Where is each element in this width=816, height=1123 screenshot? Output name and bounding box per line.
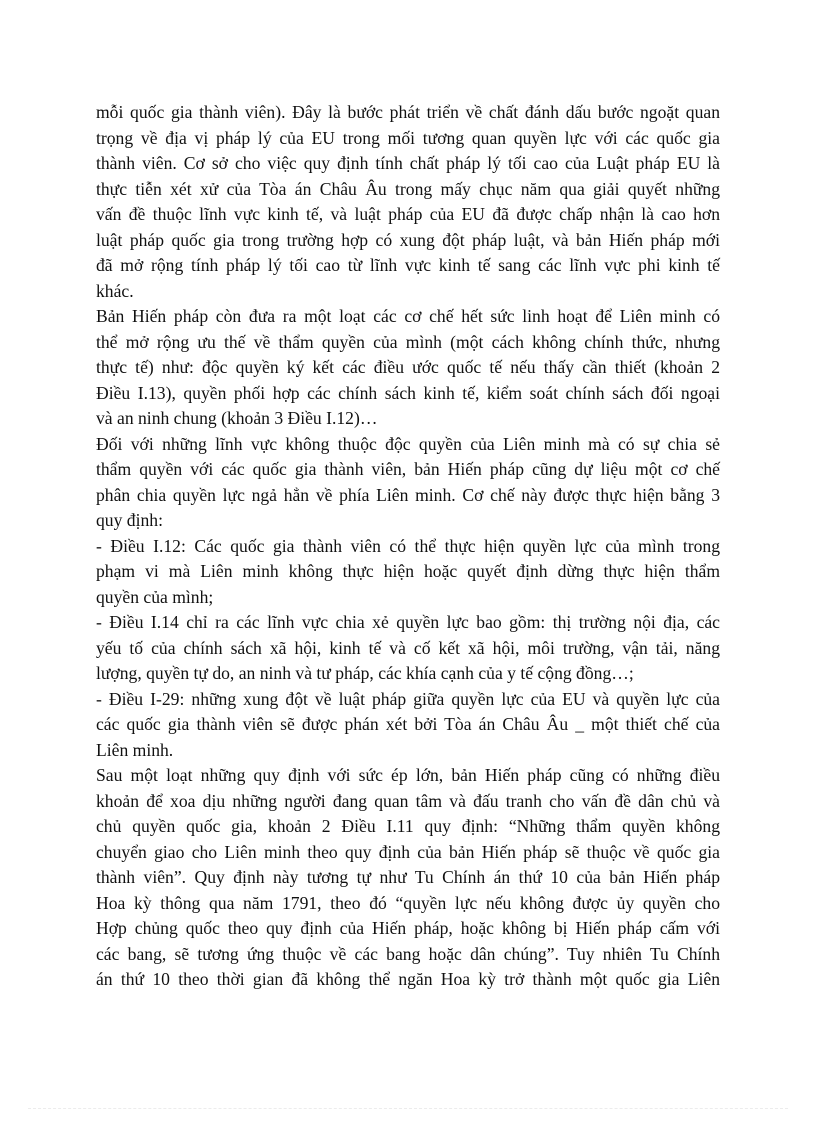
text-line: luật pháp quốc gia trong trường hợp có xung đột pháp luật, và bản Hiến pháp mới — [96, 229, 720, 250]
text-line: vấn đề thuộc lĩnh vực kinh tế, và luật pháp của EU đã được chấp nhận là cao hơn — [96, 204, 720, 224]
text-line: các quốc gia thành viên sẽ được phán xét bởi Tòa án Châu Âu _ một thiết chế của — [96, 714, 720, 734]
text-line: thành viên”. Quy định này tương tự như Tu Chính án thứ 10 của bản Hiến pháp — [96, 867, 720, 887]
paragraph-article-i12 — [96, 534, 720, 611]
text-line: lượng, quyền tự do, an ninh và tư pháp, các khía cạnh của y tế cộng đồng…; — [96, 663, 634, 683]
text-line: các bang, sẽ tương ứng thuộc về các bang hoặc dân chúng”. Tuy nhiên Tu Chính — [96, 943, 720, 964]
paragraph-supremacy — [96, 100, 720, 304]
text-line: mỗi quốc gia thành viên). Đây là bước phát triển về chất đánh dấu bước ngoặt quan — [96, 102, 720, 122]
paragraph-shared-competence — [96, 432, 720, 534]
text-line: Hoa kỳ thông qua năm 1791, theo đó “quyền lực nếu không được ủy quyền cho — [96, 892, 720, 913]
text-line: Hợp chủng quốc theo quy định của Hiến pháp, hoặc không bị Hiến pháp cấm với — [96, 918, 720, 938]
text-line: - Điều I.12: Các quốc gia thành viên có thể thực hiện quyền lực của mình trong — [96, 535, 720, 556]
document-body — [96, 100, 720, 993]
text-line: quy định: — [96, 510, 163, 530]
paragraph-sovereignty — [96, 763, 720, 993]
text-line: quyền của mình; — [96, 586, 214, 607]
text-line: Sau một loạt những quy định với sức ép lớn, bản Hiến pháp cũng có những điều — [96, 765, 720, 785]
paragraph-article-i14 — [96, 610, 720, 687]
text-line: yếu tố của chính sách xã hội, kinh tế và cố kết xã hội, môi trường, vận tải, năng — [96, 637, 720, 658]
text-line: Điều I.13), quyền phối hợp các chính sách kinh tế, kiểm soát chính sách đối ngoại — [96, 382, 720, 403]
text-line: thực tế) như: độc quyền ký kết các điều ước quốc tế nếu thấy cần thiết (khoản 2 — [96, 357, 720, 377]
text-line: Liên minh. — [96, 739, 174, 760]
text-line: đã mở rộng tính pháp lý tối cao từ lĩnh vực kinh tế sang các lĩnh vực phi kinh tế — [96, 255, 720, 275]
text-line: phạm vi mà Liên minh không thực hiện hoặc quyết định dừng thực hiện thẩm — [96, 561, 720, 581]
text-line: trọng về địa vị pháp lý của EU trong mối tương quan quyền lực với các quốc gia — [96, 127, 720, 148]
text-line: Đối với những lĩnh vực không thuộc độc quyền của Liên minh mà có sự chia sẻ — [96, 433, 720, 454]
text-line: khoản để xoa dịu những người đang quan tâm và đấu tranh cho vấn đề dân chủ và — [96, 790, 720, 811]
text-line: chủ quyền quốc gia, khoản 2 Điều I.11 quy định: “Những thẩm quyền không — [96, 816, 720, 836]
text-line: thành viên. Cơ sở cho việc quy định tính chất pháp lý tối cao của Luật pháp EU là — [96, 153, 720, 173]
text-line: Bản Hiến pháp còn đưa ra một loạt các cơ chế hết sức linh hoạt để Liên minh có — [96, 306, 720, 326]
text-line: thể mở rộng ưu thế về thẩm quyền của mình (một cách không chính thức, nhưng — [96, 331, 720, 352]
text-line: thực tiễn xét xử của Tòa án Châu Âu trong mấy chục năm qua giải quyết những — [96, 178, 720, 199]
page-bottom-edge — [28, 1108, 788, 1109]
text-line: - Điều I.14 chỉ ra các lĩnh vực chia xẻ quyền lực bao gồm: thị trường nội địa, các — [96, 612, 720, 632]
text-line: và an ninh chung (khoản 3 Điều I.12)… — [96, 408, 378, 428]
text-line: chuyển giao cho Liên minh theo quy định của bản Hiến pháp sẽ thuộc về quốc gia — [96, 841, 720, 862]
text-line: phân chia quyền lực ngả hẳn về phía Liên minh. Cơ chế này được thực hiện bằng 3 — [96, 484, 720, 505]
text-line: - Điều I-29: những xung đột về luật pháp giữa quyền lực của EU và quyền lực của — [96, 688, 720, 709]
paragraph-flexible-mechanisms — [96, 304, 720, 432]
text-line: thẩm quyền với các quốc gia thành viên, bản Hiến pháp cũng dự liệu một cơ chế — [96, 459, 720, 479]
text-line: khác. — [96, 280, 134, 301]
text-line: án thứ 10 theo thời gian đã không thể ngăn Hoa kỳ trở thành một quốc gia Liên — [96, 969, 720, 989]
paragraph-article-i29 — [96, 687, 720, 764]
